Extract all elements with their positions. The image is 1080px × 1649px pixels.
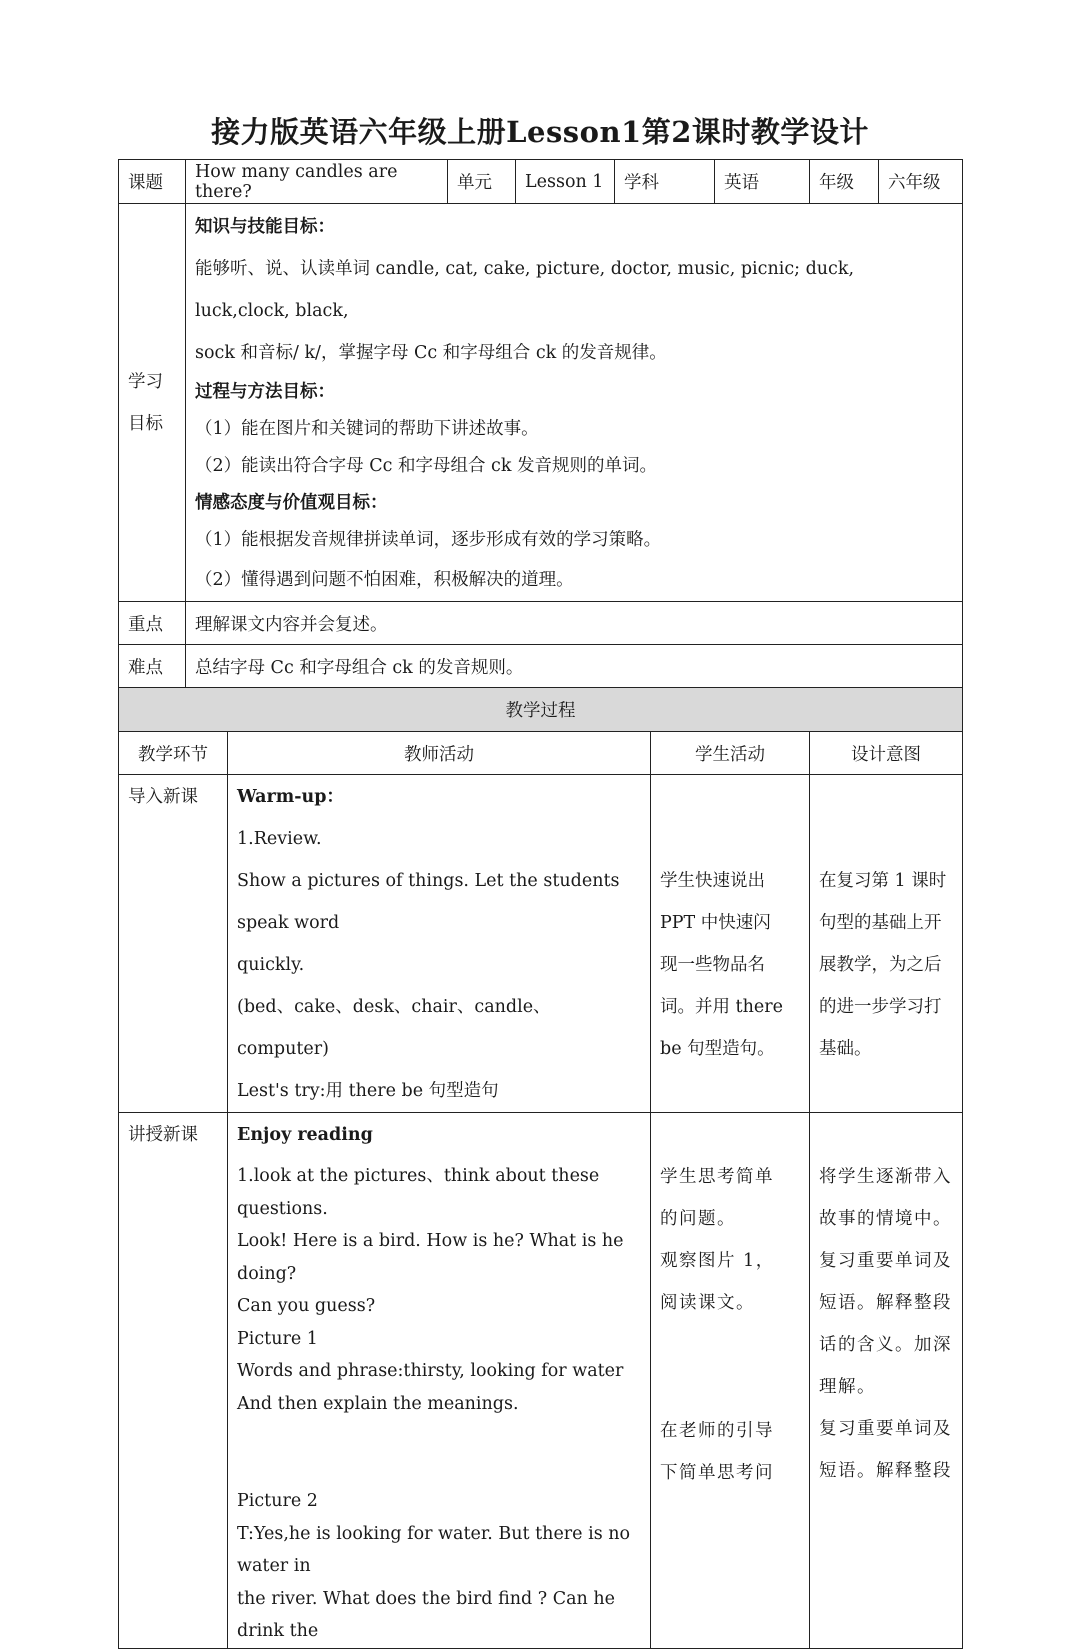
page-title: 接力版英语六年级上册Lesson1第2课时教学设计	[211, 115, 869, 149]
warmup-student-line: PPT 中快速闪	[660, 913, 771, 933]
new-lesson-intent-line: 理解。	[819, 1377, 876, 1397]
new-lesson-line5: Words and phrase:thirsty, looking for water	[237, 1361, 624, 1381]
student-header: 学生活动	[651, 732, 810, 775]
intent-header: 设计意图	[810, 732, 963, 775]
key-point-row	[119, 602, 963, 645]
knowledge-line1: 能够听、说、认读单词 candle, cat, cake, picture, doctor, music, picnic; duck, luck,clock, black,	[195, 259, 855, 321]
knowledge-heading: 知识与技能目标：	[195, 217, 335, 237]
new-lesson-student-line: 在老师的引导	[660, 1421, 774, 1441]
unit-value: Lesson 1	[516, 160, 615, 204]
warmup-words: (bed、cake、desk、chair、candle、computer)	[237, 997, 551, 1059]
new-lesson-line4: Picture 1	[237, 1328, 318, 1349]
objectives-content	[186, 204, 963, 602]
emotion-item2: （2）懂得遇到问题不怕困难，积极解决的道理。	[195, 570, 574, 590]
new-lesson-stage	[119, 1113, 228, 1649]
new-lesson-intent-line: 短语。解释整段	[819, 1461, 952, 1481]
new-lesson-line6: And then explain the meanings.	[237, 1393, 519, 1414]
header-row	[119, 160, 963, 204]
difficulty-value: 总结字母 Cc 和字母组合 ck 的发音规则。	[186, 645, 963, 688]
warmup-review: 1.Review.	[237, 829, 322, 849]
new-lesson-student-line: 阅读课文。	[660, 1293, 755, 1313]
unit-label: 单元	[448, 160, 516, 204]
warmup-intent-line: 基础。	[819, 1039, 872, 1059]
process-title-row	[119, 688, 963, 732]
new-lesson-line1: 1.look at the pictures、think about these questions.	[237, 1166, 600, 1219]
emotion-heading: 情感态度与价值观目标：	[195, 493, 388, 513]
new-lesson-teacher	[228, 1113, 651, 1649]
grade-label: 年级	[810, 160, 879, 204]
new-lesson-row	[119, 1113, 963, 1649]
new-lesson-student-line: 的问题。	[660, 1209, 736, 1229]
new-lesson-student-line: 下简单思考问	[660, 1463, 774, 1483]
warmup-stage	[119, 775, 228, 1113]
warmup-intent	[810, 775, 963, 1113]
new-lesson-student-line: 学生思考简单	[660, 1167, 774, 1187]
warmup-heading: Warm-up：	[237, 787, 344, 807]
stage-header: 教学环节	[119, 732, 228, 775]
emotion-item1: （1）能根据发音规律拼读单词，逐步形成有效的学习策略。	[195, 530, 662, 550]
new-lesson-heading: Enjoy reading	[237, 1125, 373, 1145]
new-lesson-student	[651, 1113, 810, 1649]
warmup-teacher	[228, 775, 651, 1113]
key-point-value: 理解课文内容并会复述。	[186, 602, 963, 645]
new-lesson-intent-line: 将学生逐渐带入	[819, 1167, 952, 1187]
process-header-row	[119, 732, 963, 775]
new-lesson-line8: T:Yes,he is looking for water. But there is no water in	[237, 1523, 631, 1576]
new-lesson-intent-line: 短语。解释整段	[819, 1293, 952, 1313]
warmup-student-line: 词。并用 there	[660, 997, 783, 1017]
new-lesson-line3: Can you guess?	[237, 1296, 376, 1316]
warmup-student-line: 学生快速说出	[660, 871, 765, 891]
subject-label: 学科	[615, 160, 715, 204]
subject-value: 英语	[715, 160, 810, 204]
objectives-label-line2: 目标	[128, 413, 163, 434]
new-lesson-intent-line: 复习重要单词及	[819, 1419, 952, 1439]
new-lesson-student-line: 观察图片 1，	[660, 1251, 775, 1271]
knowledge-line2: sock 和音标/ k/，掌握字母 Cc 和字母组合 ck 的发音规律。	[195, 343, 667, 363]
key-point-label: 重点	[119, 602, 186, 645]
new-lesson-intent-line: 故事的情境中。	[819, 1209, 952, 1229]
objectives-row	[119, 204, 963, 602]
warmup-try: Lest's try:用 there be 句型造句	[237, 1081, 499, 1101]
warmup-intent-line: 的进一步学习打	[819, 997, 942, 1017]
warmup-student-line: be 句型造句。	[660, 1039, 775, 1059]
process-heading: 过程与方法目标：	[195, 382, 335, 402]
difficulty-row	[119, 645, 963, 688]
new-lesson-stage-text: 讲授新课	[128, 1125, 198, 1145]
lesson-plan-table	[118, 159, 963, 1649]
warmup-intent-line: 句型的基础上开	[819, 913, 942, 933]
warmup-show-line2: quickly.	[237, 955, 305, 975]
teacher-header: 教师活动	[228, 732, 651, 775]
topic-value: How many candles are there?	[186, 160, 448, 204]
new-lesson-line9: the river. What does the bird find ? Can he drink the	[237, 1588, 616, 1641]
warmup-intent-line: 在复习第 1 课时	[819, 871, 947, 891]
topic-label: 课题	[119, 160, 186, 204]
new-lesson-intent-line: 复习重要单词及	[819, 1251, 952, 1271]
warmup-row	[119, 775, 963, 1113]
process-title: 教学过程	[119, 688, 963, 732]
new-lesson-line7: Picture 2	[237, 1491, 318, 1511]
difficulty-label: 难点	[119, 645, 186, 688]
new-lesson-line2: Look! Here is a bird. How is he? What is he doing?	[237, 1231, 624, 1284]
warmup-intent-line: 展教学，为之后	[819, 955, 942, 975]
warmup-show-line1: Show a pictures of things. Let the students speak word	[237, 871, 620, 933]
objectives-label	[119, 204, 186, 602]
new-lesson-intent-line: 话的含义。加深	[819, 1335, 952, 1355]
objectives-label-line1: 学习	[128, 371, 163, 392]
warmup-student-line: 现一些物品名	[660, 955, 765, 975]
warmup-student	[651, 775, 810, 1113]
process-item1: （1）能在图片和关键词的帮助下讲述故事。	[195, 419, 539, 439]
new-lesson-intent	[810, 1113, 963, 1649]
warmup-stage-text: 导入新课	[128, 787, 198, 807]
process-item2: （2）能读出符合字母 Cc 和字母组合 ck 发音规则的单词。	[195, 456, 657, 476]
grade-value: 六年级	[879, 160, 963, 204]
